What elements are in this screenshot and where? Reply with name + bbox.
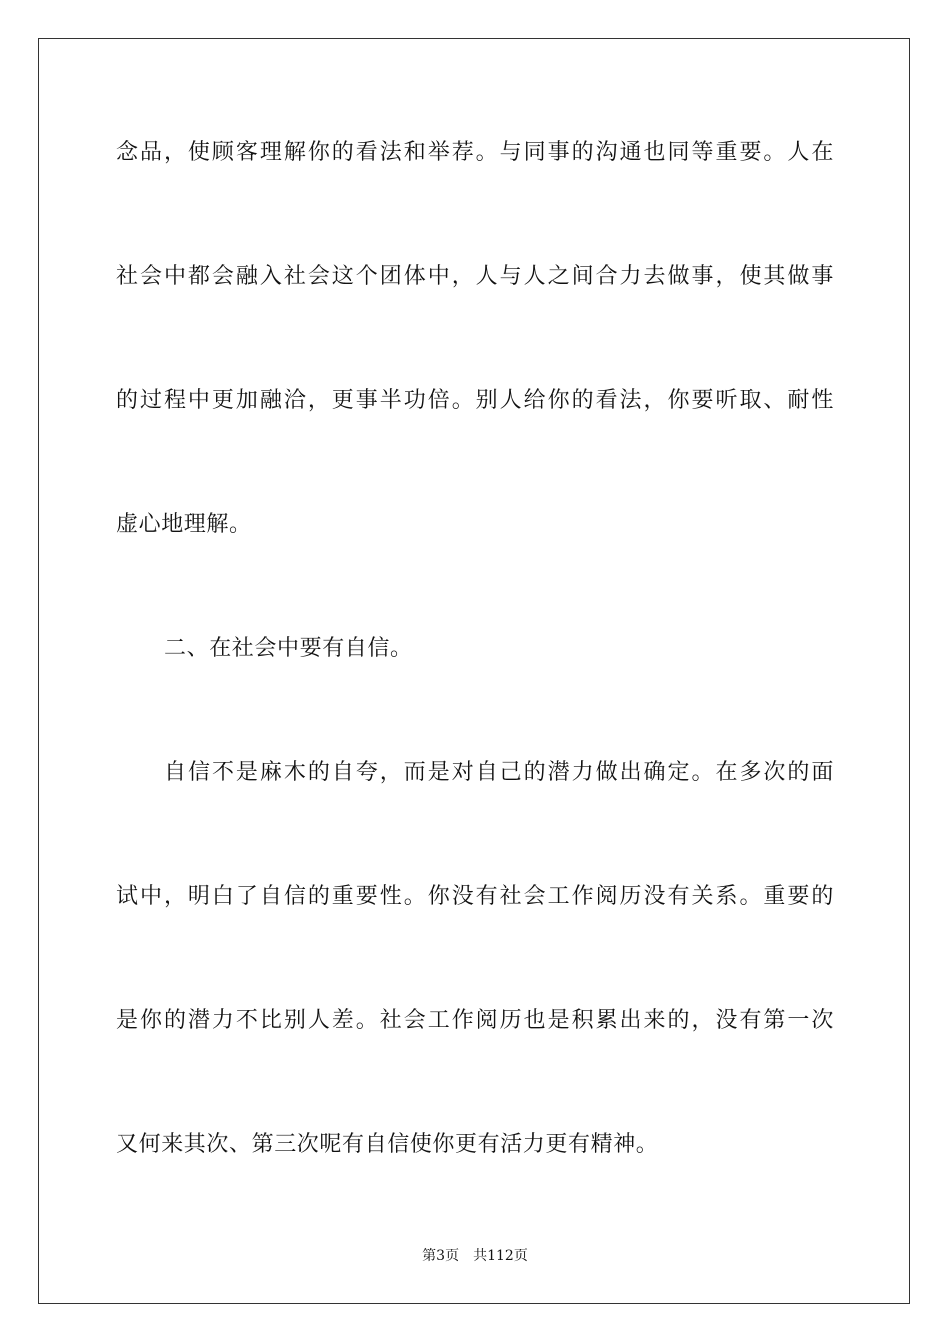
- page-footer: [0, 1246, 950, 1266]
- paragraph-line: 念品，使顾客理解你的看法和举荐。与同事的沟通也同等重要。人在: [116, 140, 834, 165]
- paragraph-line: 是你的潜力不比别人差。社会工作阅历也是积累出来的，没有第一次: [116, 1008, 834, 1033]
- paragraph-line: 的过程中更加融洽，更事半功倍。别人给你的看法，你要听取、耐性: [116, 388, 834, 413]
- page-number: 第3页: [422, 1248, 460, 1264]
- section-heading: 二、在社会中要有自信。: [164, 636, 413, 661]
- page-total: 共112页: [473, 1248, 528, 1264]
- paragraph-line: 试中，明白了自信的重要性。你没有社会工作阅历没有关系。重要的: [116, 884, 834, 909]
- paragraph-line: 又何来其次、第三次呢有自信使你更有活力更有精神。: [116, 1132, 659, 1157]
- paragraph-line: 虚心地理解。: [116, 512, 252, 537]
- page-border: [38, 38, 910, 1304]
- paragraph-line: 自信不是麻木的自夸，而是对自己的潜力做出确定。在多次的面: [164, 760, 834, 785]
- paragraph-line: 社会中都会融入社会这个团体中，人与人之间合力去做事，使其做事: [116, 264, 834, 289]
